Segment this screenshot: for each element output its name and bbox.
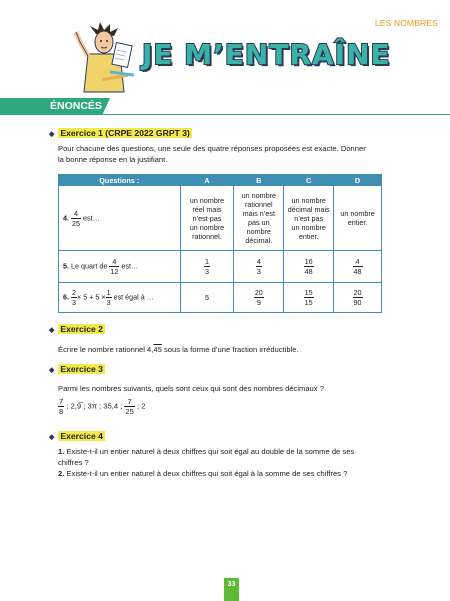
repeating-digits: 45 bbox=[153, 345, 162, 354]
enonces-label: ÉNONCÉS bbox=[50, 100, 102, 112]
exercise2-heading bbox=[49, 324, 105, 334]
header-c: C bbox=[284, 175, 334, 186]
fraction: $\frac{4}{12}$ bbox=[110, 257, 119, 276]
section-label: LES NOMBRES bbox=[374, 18, 438, 28]
exercise3-heading bbox=[49, 364, 105, 374]
answer-6d: $\frac{20}{90}$ bbox=[334, 283, 382, 313]
instruction-line-2: la bonne réponse en la justifiant. bbox=[58, 155, 168, 164]
table-row bbox=[59, 251, 382, 283]
diamond-bullet-icon: ◆ bbox=[49, 131, 55, 138]
header-a: A bbox=[180, 175, 234, 186]
diamond-bullet-icon: ◆ bbox=[49, 367, 55, 374]
diamond-bullet-icon: ◆ bbox=[49, 434, 55, 441]
fraction: $\frac{7}{25}$ bbox=[125, 397, 134, 416]
fraction: $\frac{4}{25}$ bbox=[72, 208, 80, 228]
fraction: $\frac{2}{3}$ bbox=[72, 288, 76, 307]
exercise1-heading bbox=[49, 128, 192, 138]
answer-6a: 5 bbox=[180, 283, 234, 313]
exercise3-numbers: $\frac{7}{8}$ ; 2,9̅ ; 3π ; 35,4 ; $\frac{7}{25}$ ; 2 bbox=[59, 397, 146, 416]
page-title: JE M’ENTRAÎNE bbox=[142, 38, 391, 71]
instruction-line-1: Pour chacune des questions, une seule des quatre réponses proposées est exacte. Donner bbox=[58, 144, 366, 153]
fraction: $\frac{7}{8}$ bbox=[59, 397, 64, 416]
exercise3-text: Parmi les nombres suivants, quels sont ceux qui sont des nombres décimaux ? bbox=[58, 384, 324, 393]
exercise3-title: Exercice 3 bbox=[60, 364, 103, 374]
answer-5a: $\frac{1}{3}$ bbox=[180, 251, 234, 283]
answer-4a: un nombre réel mais n’est pas un nombre rationnel. bbox=[180, 186, 234, 251]
student-illustration bbox=[68, 22, 146, 100]
diamond-bullet-icon: ◆ bbox=[49, 327, 55, 334]
exercise4-heading bbox=[49, 431, 105, 441]
exercise4-title: Exercice 4 bbox=[60, 431, 103, 441]
answer-5d: $\frac{4}{48}$ bbox=[334, 251, 382, 283]
pencils-illustration bbox=[100, 68, 140, 84]
answer-6b: $\frac{20}{9}$ bbox=[234, 283, 284, 313]
question-6: 6. $\frac{2}{3}$ × 5 + 5 × $\frac{1}{3}$ est égal à … bbox=[59, 283, 181, 313]
answer-4b: un nombre rationnel mais n’est pas un nombre décimal. bbox=[234, 186, 284, 251]
answer-6c: $\frac{15}{15}$ bbox=[284, 283, 334, 313]
answer-4c: un nombre décimal mais n’est pas un nombre entier. bbox=[284, 186, 334, 251]
answer-4d: un nombre entier. bbox=[334, 186, 382, 251]
page-number: 33 bbox=[224, 578, 239, 601]
qcm-table bbox=[58, 174, 382, 313]
header-d: D bbox=[334, 175, 382, 186]
exercise1-title: Exercice 1 (CRPE 2022 GRPT 3) bbox=[60, 128, 190, 138]
band-rule bbox=[0, 114, 450, 115]
question-4: 4. $\frac{4}{25}$ est… bbox=[59, 186, 181, 251]
exercise1-instruction bbox=[58, 143, 398, 165]
exercise2-title: Exercice 2 bbox=[60, 324, 103, 334]
table-row bbox=[59, 186, 382, 251]
question-5: 5. Le quart de $\frac{4}{12}$ est… bbox=[59, 251, 181, 283]
table-header-row bbox=[59, 175, 382, 186]
header-b: B bbox=[234, 175, 284, 186]
answer-5b: $\frac{4}{3}$ bbox=[234, 251, 284, 283]
table-row bbox=[59, 283, 382, 313]
header-questions: Questions : bbox=[59, 175, 181, 186]
answer-5c: $\frac{16}{48}$ bbox=[284, 251, 334, 283]
exercise2-text: Écrire le nombre rationnel 4,45 sous la forme d’une fraction irréductible. bbox=[58, 345, 299, 354]
exercise4-questions: 1. Existe-t-il un entier naturel à deux chiffres qui soit égal au double de la somme de ses chiffres ? 2. Existe-t-il un entier naturel à deux chiffres qui soit égal à la somme de ses chiffres ? bbox=[58, 447, 355, 478]
fraction: $\frac{1}{3}$ bbox=[106, 288, 111, 307]
head-shape bbox=[95, 31, 113, 53]
